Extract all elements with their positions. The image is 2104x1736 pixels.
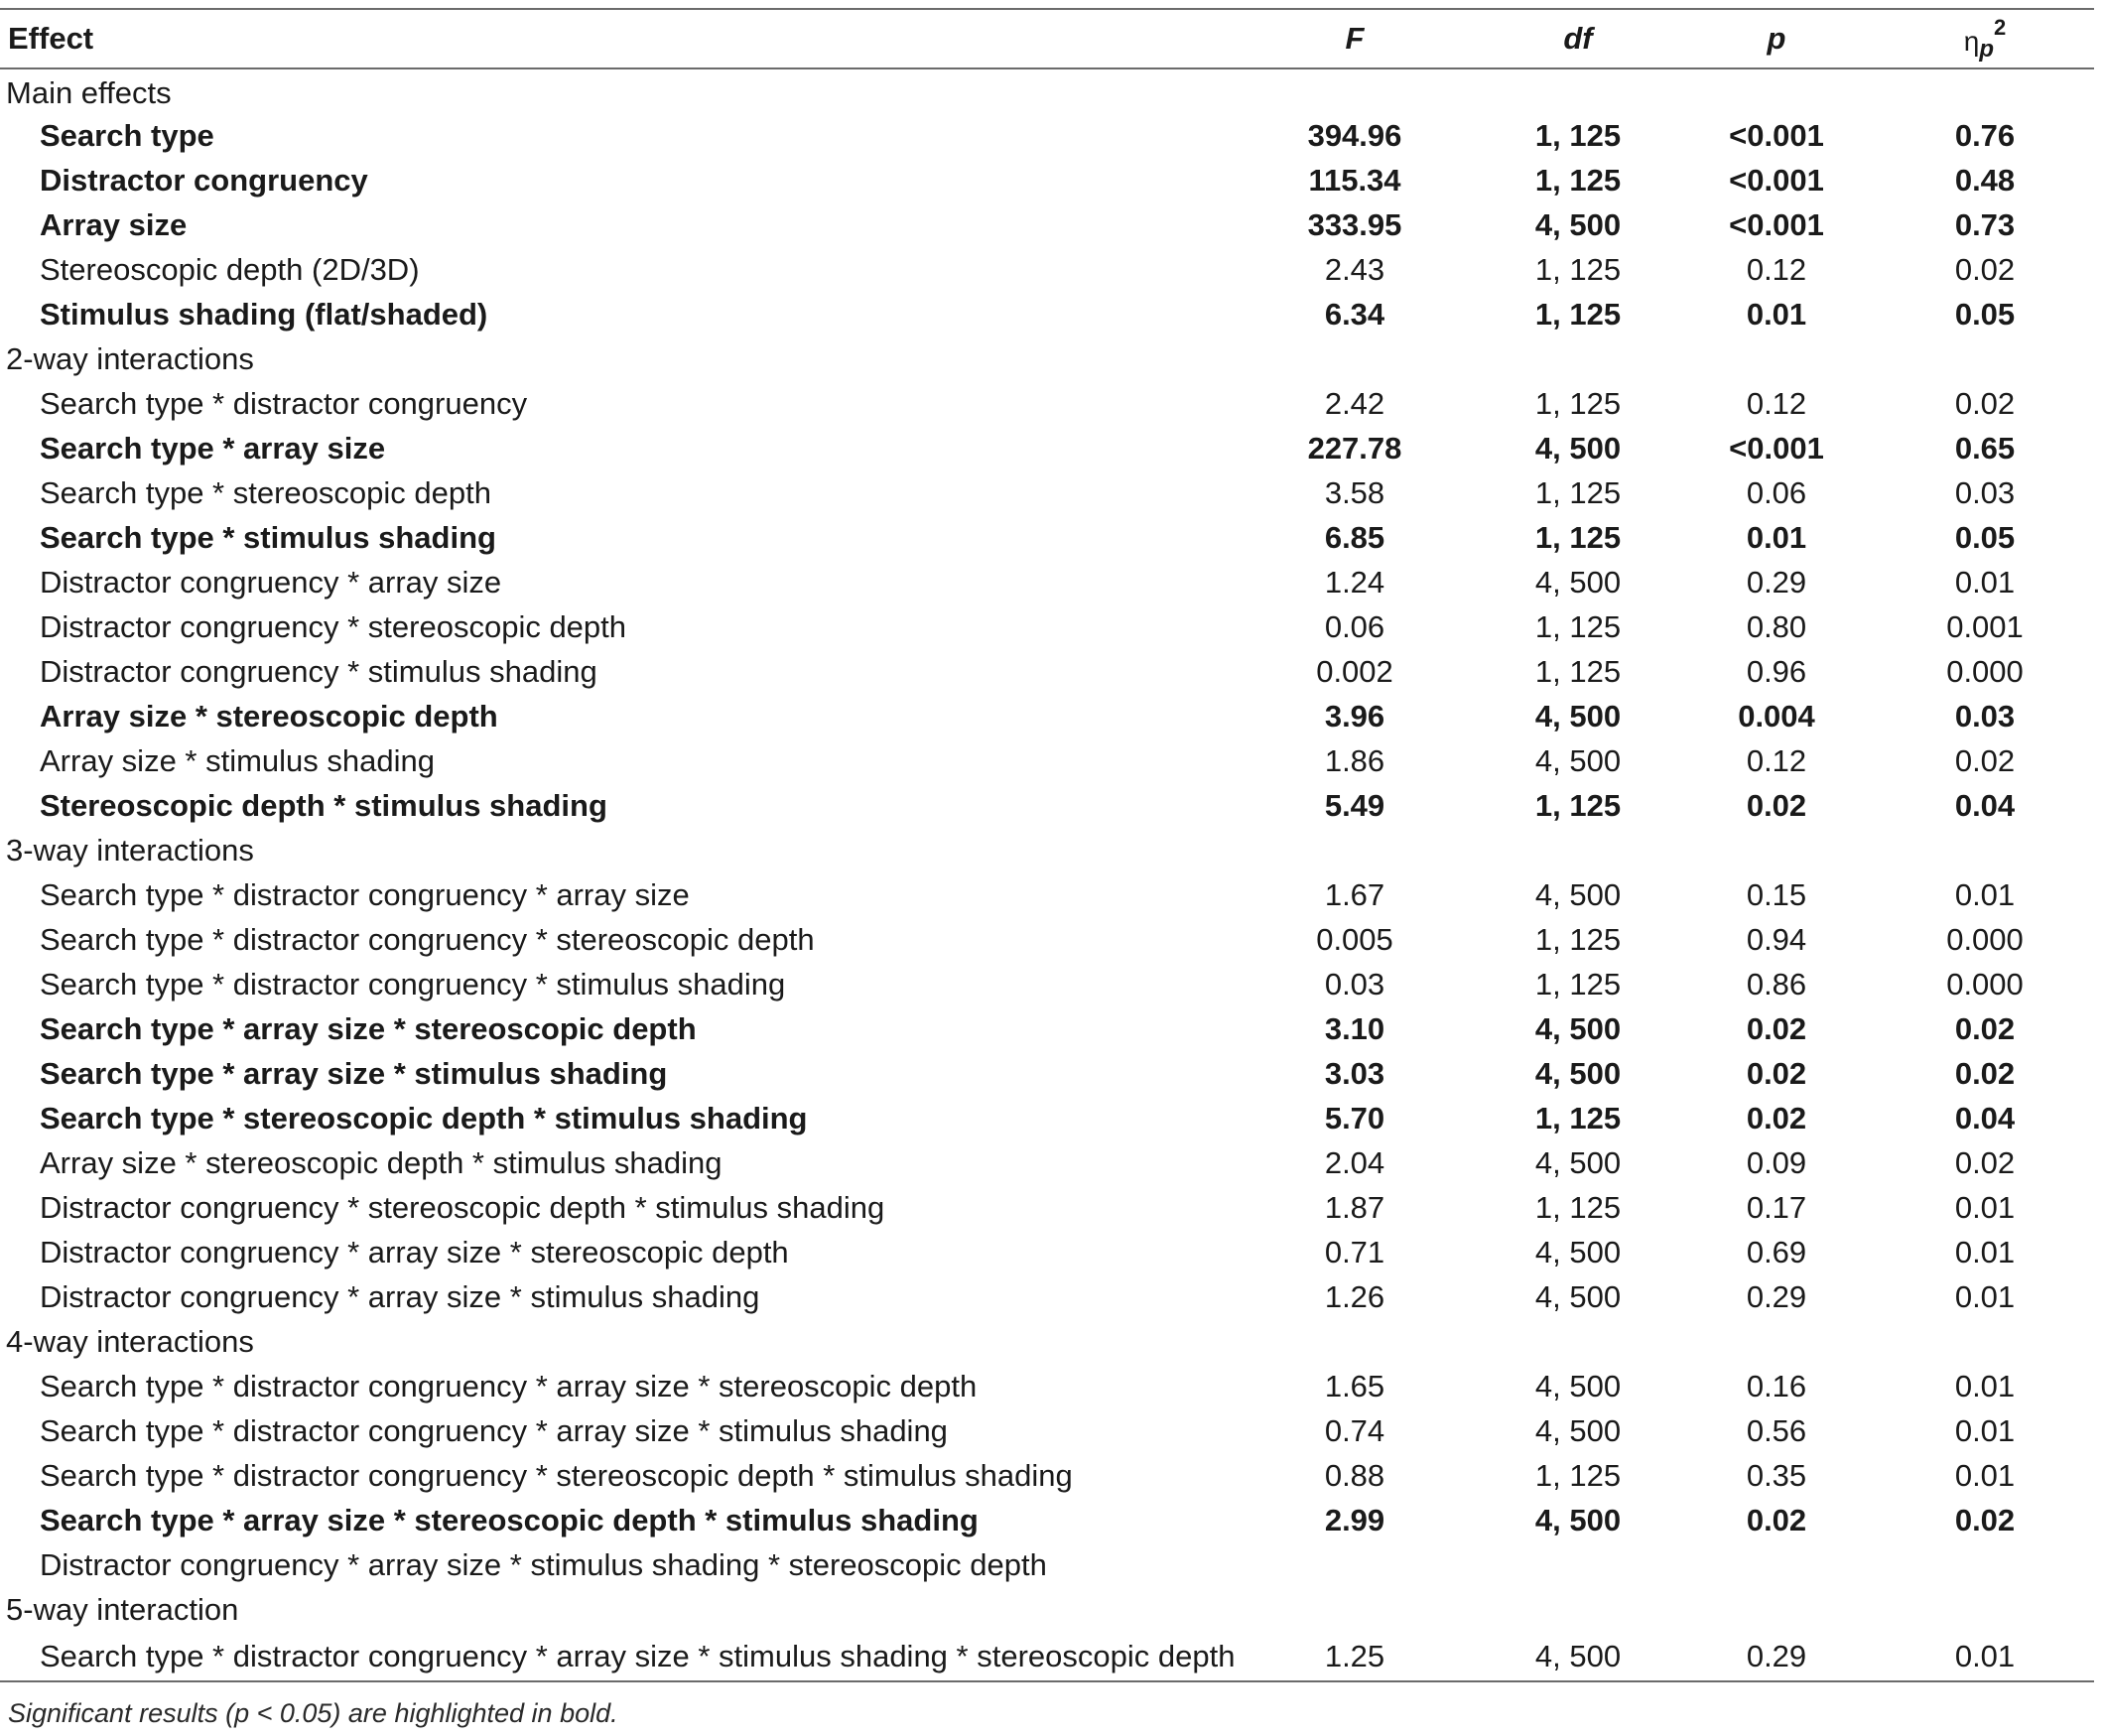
- eta-superscript: 2: [1994, 14, 2007, 40]
- f-value-cell: 1.86: [1324, 742, 1385, 778]
- f-value-cell: 5.70: [1324, 1100, 1385, 1135]
- table-row: [0, 783, 2094, 828]
- eta-value-cell: 0.76: [1954, 117, 2016, 153]
- f-value-cell: 2.43: [1324, 251, 1385, 287]
- table-row: [0, 202, 2094, 247]
- effect-cell: Distractor congruency * stimulus shading: [40, 653, 597, 689]
- group-label: 4-way interactions: [6, 1323, 254, 1359]
- p-value-cell: 0.01: [1746, 296, 1807, 332]
- df-value-cell: 4, 500: [1534, 698, 1622, 734]
- eta-value-cell: 0.01: [1954, 564, 2016, 600]
- df-value-cell: 4, 500: [1534, 1234, 1622, 1269]
- p-value-cell: 0.02: [1746, 787, 1807, 823]
- f-value-cell: 3.10: [1324, 1010, 1385, 1046]
- eta-symbol: η: [1963, 25, 1980, 57]
- p-value-cell: 0.06: [1746, 474, 1807, 510]
- f-value-cell: 0.74: [1324, 1412, 1385, 1448]
- eta-value-cell: 0.02: [1954, 1502, 2016, 1537]
- f-value-cell: 1.67: [1324, 876, 1385, 912]
- p-value-cell: 0.15: [1746, 876, 1807, 912]
- df-value-cell: 4, 500: [1534, 1502, 1622, 1537]
- eta-value-cell: 0.02: [1954, 742, 2016, 778]
- f-value-cell: 2.99: [1324, 1502, 1385, 1537]
- table-row: [0, 1632, 2094, 1681]
- effect-cell: Search type * distractor congruency * array size * stereoscopic depth: [40, 1368, 978, 1403]
- table-row: [0, 292, 2094, 336]
- df-value-cell: 1, 125: [1534, 1100, 1622, 1135]
- eta-value-cell: 0.04: [1954, 1100, 2016, 1135]
- table-row: [0, 247, 2094, 292]
- table-row: [0, 604, 2094, 649]
- table-row: [0, 1185, 2094, 1230]
- table-row: [0, 515, 2094, 560]
- effect-cell: Distractor congruency * array size: [40, 564, 502, 600]
- effect-cell: Array size: [40, 206, 188, 242]
- eta-value-cell: 0.01: [1954, 1189, 2016, 1225]
- table-row: [0, 917, 2094, 962]
- effect-cell: Search type * stimulus shading: [40, 519, 496, 555]
- effect-cell: Distractor congruency: [40, 162, 368, 198]
- group-label: 2-way interactions: [6, 340, 254, 376]
- df-value-cell: 4, 500: [1534, 1010, 1622, 1046]
- df-value-cell: 4, 500: [1534, 1144, 1622, 1180]
- header-p: p: [1767, 21, 1786, 56]
- group-label: 5-way interaction: [6, 1591, 239, 1627]
- f-value-cell: 394.96: [1307, 117, 1402, 153]
- p-value-cell: 0.12: [1746, 251, 1807, 287]
- eta-value-cell: [1876, 1542, 2094, 1587]
- table-row: [0, 1364, 2094, 1408]
- group-heading-row: [0, 1587, 2094, 1632]
- df-value-cell: 1, 125: [1534, 608, 1622, 644]
- p-value-cell: 0.29: [1746, 1638, 1807, 1673]
- df-value-cell: 4, 500: [1534, 564, 1622, 600]
- f-value-cell: 3.96: [1324, 698, 1385, 734]
- df-value-cell: [1479, 1542, 1677, 1587]
- table-row: [0, 158, 2094, 202]
- eta-value-cell: 0.000: [1946, 921, 2024, 957]
- effect-cell: Array size * stimulus shading: [40, 742, 435, 778]
- df-value-cell: 4, 500: [1534, 430, 1622, 466]
- eta-value-cell: 0.03: [1954, 474, 2016, 510]
- p-value-cell: <0.001: [1729, 206, 1824, 242]
- eta-subscript: p: [1979, 35, 1994, 63]
- table-row: [0, 738, 2094, 783]
- p-value-cell: 0.12: [1746, 385, 1807, 421]
- effect-cell: Distractor congruency * stereoscopic depth: [40, 608, 627, 644]
- effect-cell: Search type * distractor congruency * array size: [40, 876, 690, 912]
- eta-value-cell: 0.73: [1954, 206, 2016, 242]
- p-value-cell: <0.001: [1729, 117, 1824, 153]
- df-value-cell: 1, 125: [1534, 519, 1622, 555]
- eta-value-cell: 0.01: [1954, 1412, 2016, 1448]
- header-eta-squared: [1876, 9, 2094, 68]
- p-value-cell: 0.29: [1746, 564, 1807, 600]
- eta-value-cell: 0.02: [1954, 1144, 2016, 1180]
- f-value-cell: 0.002: [1316, 653, 1393, 689]
- group-heading-row: [0, 1319, 2094, 1364]
- df-value-cell: 1, 125: [1534, 787, 1622, 823]
- effect-cell: Search type * stereoscopic depth: [40, 474, 491, 510]
- table-row: [0, 1408, 2094, 1453]
- table-row: [0, 1140, 2094, 1185]
- f-value-cell: 6.34: [1324, 296, 1385, 332]
- eta-value-cell: 0.01: [1954, 876, 2016, 912]
- effect-cell: Distractor congruency * array size * stereoscopic depth: [40, 1234, 789, 1269]
- p-value-cell: [1677, 1542, 1876, 1587]
- eta-value-cell: 0.02: [1954, 251, 2016, 287]
- group-heading-row: [0, 336, 2094, 381]
- table-row: [0, 381, 2094, 426]
- table-row: [0, 560, 2094, 604]
- table-row: [0, 872, 2094, 917]
- eta-value-cell: 0.05: [1954, 296, 2016, 332]
- p-value-cell: 0.02: [1746, 1100, 1807, 1135]
- table-row: [0, 1051, 2094, 1096]
- f-value-cell: 2.42: [1324, 385, 1385, 421]
- table-header-row: [0, 9, 2094, 68]
- f-value-cell: 2.04: [1324, 1144, 1385, 1180]
- eta-value-cell: 0.01: [1954, 1368, 2016, 1403]
- effect-cell: Distractor congruency * array size * stimulus shading * stereoscopic depth: [40, 1546, 1047, 1582]
- p-value-cell: 0.56: [1746, 1412, 1807, 1448]
- group-label: Main effects: [6, 75, 172, 110]
- group-label: 3-way interactions: [6, 832, 254, 868]
- eta-value-cell: 0.48: [1954, 162, 2016, 198]
- effect-cell: Array size * stereoscopic depth * stimulus shading: [40, 1144, 723, 1180]
- group-heading-row: [0, 68, 2094, 113]
- p-value-cell: 0.02: [1746, 1502, 1807, 1537]
- df-value-cell: 4, 500: [1534, 1412, 1622, 1448]
- df-value-cell: 4, 500: [1534, 1278, 1622, 1314]
- f-value-cell: 227.78: [1307, 430, 1402, 466]
- df-value-cell: 1, 125: [1534, 296, 1622, 332]
- f-value-cell: 0.005: [1316, 921, 1393, 957]
- f-value-cell: 0.03: [1324, 966, 1385, 1002]
- effect-cell: Search type * array size * stereoscopic depth: [40, 1010, 697, 1046]
- df-value-cell: 4, 500: [1534, 1055, 1622, 1091]
- df-value-cell: 1, 125: [1534, 162, 1622, 198]
- df-value-cell: 4, 500: [1534, 206, 1622, 242]
- eta-value-cell: 0.02: [1954, 1055, 2016, 1091]
- df-value-cell: 4, 500: [1534, 1638, 1622, 1673]
- effect-cell: Search type * array size: [40, 430, 386, 466]
- df-value-cell: 1, 125: [1534, 1457, 1622, 1493]
- table-row: [0, 694, 2094, 738]
- df-value-cell: 1, 125: [1534, 251, 1622, 287]
- table-row: [0, 1230, 2094, 1274]
- p-value-cell: 0.01: [1746, 519, 1807, 555]
- p-value-cell: 0.35: [1746, 1457, 1807, 1493]
- header-df: df: [1563, 21, 1593, 56]
- eta-value-cell: 0.000: [1946, 966, 2024, 1002]
- p-value-cell: 0.96: [1746, 653, 1807, 689]
- effect-cell: Stereoscopic depth (2D/3D): [40, 251, 420, 287]
- table-row: [0, 470, 2094, 515]
- effect-cell: Search type * array size * stereoscopic depth * stimulus shading: [40, 1502, 979, 1537]
- f-value-cell: 0.06: [1324, 608, 1385, 644]
- table-footnote: Significant results (p < 0.05) are highlighted in bold.: [8, 1698, 618, 1728]
- eta-value-cell: 0.01: [1954, 1234, 2016, 1269]
- f-value-cell: 1.87: [1324, 1189, 1385, 1225]
- p-value-cell: 0.09: [1746, 1144, 1807, 1180]
- eta-value-cell: 0.05: [1954, 519, 2016, 555]
- df-value-cell: 1, 125: [1534, 117, 1622, 153]
- eta-value-cell: 0.01: [1954, 1638, 2016, 1673]
- eta-value-cell: 0.04: [1954, 787, 2016, 823]
- f-value-cell: [1231, 1542, 1479, 1587]
- effect-cell: Search type: [40, 117, 214, 153]
- effect-cell: Search type * distractor congruency * array size * stimulus shading: [40, 1412, 948, 1448]
- effect-cell: Stimulus shading (flat/shaded): [40, 296, 488, 332]
- p-value-cell: 0.29: [1746, 1278, 1807, 1314]
- df-value-cell: 4, 500: [1534, 742, 1622, 778]
- eta-value-cell: 0.03: [1954, 698, 2016, 734]
- f-value-cell: 5.49: [1324, 787, 1385, 823]
- eta-value-cell: 0.000: [1946, 653, 2024, 689]
- f-value-cell: 0.71: [1324, 1234, 1385, 1269]
- table-row: [0, 113, 2094, 158]
- p-value-cell: <0.001: [1729, 162, 1824, 198]
- df-value-cell: 1, 125: [1534, 474, 1622, 510]
- effect-cell: Search type * distractor congruency: [40, 385, 528, 421]
- f-value-cell: 1.65: [1324, 1368, 1385, 1403]
- header-effect: Effect: [8, 21, 94, 56]
- eta-value-cell: 0.01: [1954, 1457, 2016, 1493]
- p-value-cell: 0.02: [1746, 1010, 1807, 1046]
- df-value-cell: 4, 500: [1534, 876, 1622, 912]
- f-value-cell: 115.34: [1308, 162, 1401, 198]
- f-value-cell: 0.88: [1324, 1457, 1385, 1493]
- table-row: [0, 426, 2094, 470]
- header-f: F: [1345, 21, 1365, 56]
- effect-cell: Search type * distractor congruency * stereoscopic depth: [40, 921, 815, 957]
- f-value-cell: 3.58: [1324, 474, 1385, 510]
- df-value-cell: 4, 500: [1534, 1368, 1622, 1403]
- effect-cell: Array size * stereoscopic depth: [40, 698, 498, 734]
- table-row: [0, 1006, 2094, 1051]
- p-value-cell: 0.02: [1746, 1055, 1807, 1091]
- p-value-cell: 0.12: [1746, 742, 1807, 778]
- table-row: [0, 1542, 2094, 1587]
- effect-cell: Distractor congruency * array size * stimulus shading: [40, 1278, 760, 1314]
- eta-value-cell: 0.01: [1954, 1278, 2016, 1314]
- effect-cell: Search type * distractor congruency * array size * stimulus shading * stereoscopic depth: [40, 1638, 1236, 1673]
- f-value-cell: 1.24: [1324, 564, 1385, 600]
- group-heading-row: [0, 828, 2094, 872]
- table-body: [0, 68, 2094, 1681]
- f-value-cell: 1.26: [1324, 1278, 1385, 1314]
- anova-results-table: [0, 8, 2094, 1682]
- p-value-cell: 0.17: [1746, 1189, 1807, 1225]
- p-value-cell: 0.80: [1746, 608, 1807, 644]
- effect-cell: Distractor congruency * stereoscopic depth * stimulus shading: [40, 1189, 885, 1225]
- table-row: [0, 1274, 2094, 1319]
- eta-value-cell: 0.02: [1954, 1010, 2016, 1046]
- p-value-cell: 0.94: [1746, 921, 1807, 957]
- df-value-cell: 1, 125: [1534, 1189, 1622, 1225]
- p-value-cell: 0.69: [1746, 1234, 1807, 1269]
- effect-cell: Stereoscopic depth * stimulus shading: [40, 787, 607, 823]
- df-value-cell: 1, 125: [1534, 653, 1622, 689]
- p-value-cell: 0.86: [1746, 966, 1807, 1002]
- f-value-cell: 1.25: [1324, 1638, 1385, 1673]
- effect-cell: Search type * stereoscopic depth * stimulus shading: [40, 1100, 808, 1135]
- p-value-cell: 0.004: [1738, 698, 1815, 734]
- effect-cell: Search type * distractor congruency * stimulus shading: [40, 966, 786, 1002]
- table-row: [0, 962, 2094, 1006]
- table-row: [0, 1453, 2094, 1498]
- effect-cell: Search type * distractor congruency * stereoscopic depth * stimulus shading: [40, 1457, 1073, 1493]
- effect-cell: Search type * array size * stimulus shading: [40, 1055, 668, 1091]
- table-row: [0, 649, 2094, 694]
- p-value-cell: <0.001: [1729, 430, 1824, 466]
- eta-value-cell: 0.65: [1954, 430, 2016, 466]
- f-value-cell: 6.85: [1324, 519, 1385, 555]
- df-value-cell: 1, 125: [1534, 385, 1622, 421]
- f-value-cell: 3.03: [1324, 1055, 1385, 1091]
- f-value-cell: 333.95: [1307, 206, 1402, 242]
- eta-value-cell: 0.001: [1946, 608, 2024, 644]
- p-value-cell: 0.16: [1746, 1368, 1807, 1403]
- table-row: [0, 1498, 2094, 1542]
- df-value-cell: 1, 125: [1534, 966, 1622, 1002]
- df-value-cell: 1, 125: [1534, 921, 1622, 957]
- eta-value-cell: 0.02: [1954, 385, 2016, 421]
- table-row: [0, 1096, 2094, 1140]
